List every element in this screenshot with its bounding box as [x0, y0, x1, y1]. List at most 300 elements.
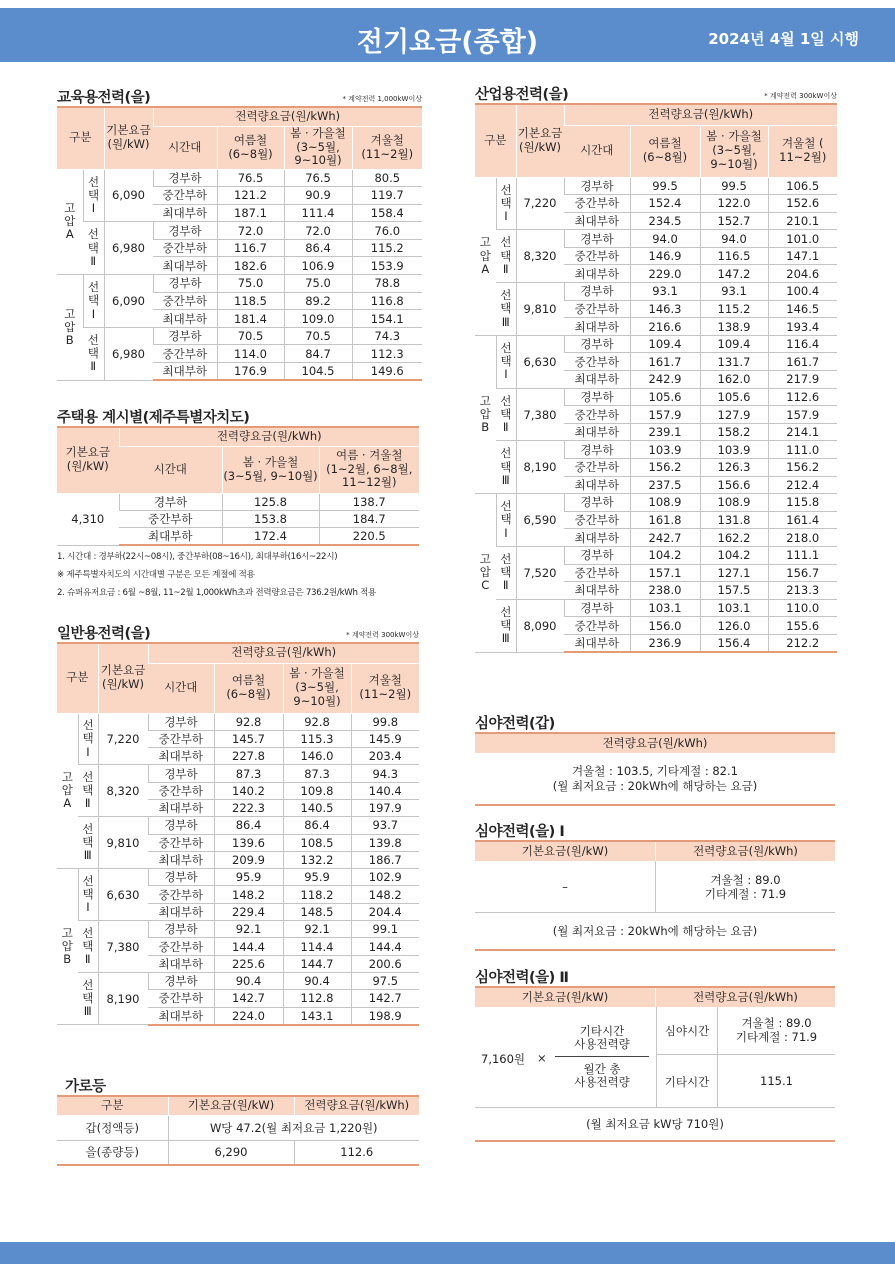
ind-table: [475, 103, 837, 653]
rate-cell: 186.7: [351, 851, 419, 868]
header-bar: [0, 8, 895, 62]
gen-note: * 계약전력 300kW이상: [346, 631, 419, 639]
rate-cell: 94.0: [630, 230, 700, 248]
col-gubun: 구분: [57, 643, 98, 713]
rate-cell: 237.5: [630, 476, 700, 494]
col-base: 기본요금 (원/kW): [57, 427, 119, 493]
rate-row: [57, 327, 422, 345]
rate-cell: 70.5: [284, 327, 352, 345]
jeju-title: 주택용 계시별(제주특별자치도): [57, 410, 250, 426]
edu-note: * 계약전력 1,000kW이상: [342, 95, 422, 103]
rate-cell: 132.2: [283, 851, 351, 868]
rate-row: [57, 169, 422, 187]
night-a-box: [475, 732, 835, 806]
rate-cell: 227.8: [214, 748, 283, 765]
rate-cell: 182.6: [217, 257, 284, 275]
rate-cell: 90.4: [214, 972, 283, 989]
time-slot: 최대부하: [564, 318, 630, 336]
base-rate: 7,380: [516, 388, 564, 441]
rate-cell: 200.6: [351, 955, 419, 972]
col-time: 시간대: [153, 126, 217, 169]
rate-cell: 210.1: [768, 212, 837, 230]
street-section: [57, 1075, 419, 1166]
rate-cell: 99.8: [351, 713, 419, 730]
time-slot: 중간부하: [564, 195, 630, 213]
rate-cell: 152.6: [768, 195, 837, 213]
rate-cell: 115.2: [352, 239, 422, 257]
base-rate: 8,320: [516, 230, 564, 283]
rate-cell: 145.7: [214, 730, 283, 747]
rate-cell: 146.5: [768, 300, 837, 318]
base-rate: 6,090: [104, 169, 153, 222]
rate-cell: 152.4: [630, 195, 700, 213]
time-slot: 중간부하: [148, 886, 214, 903]
rate-cell: 176.9: [217, 363, 284, 381]
rate-cell: 92.1: [283, 921, 351, 938]
night-b2-base: 7,160원: [481, 1052, 526, 1066]
rate-cell: 146.9: [630, 247, 700, 265]
time-slot: 중간부하: [153, 292, 217, 310]
rate-row: [57, 869, 419, 886]
option-label: 선 택 Ⅲ: [496, 283, 516, 336]
rate-row: [57, 817, 419, 834]
base-rate: 9,810: [98, 817, 148, 869]
voltage-group: 고 압 B: [57, 869, 78, 1025]
rate-cell: 131.7: [700, 353, 768, 371]
rate-cell: 147.2: [700, 265, 768, 283]
rate-cell: 216.6: [630, 318, 700, 336]
time-slot: 최대부하: [153, 257, 217, 275]
rate-cell: 108.9: [630, 494, 700, 512]
time-slot: 경부하: [564, 335, 630, 353]
option-label: 선 택 Ⅰ: [496, 335, 516, 388]
time-slot: 경부하: [153, 275, 217, 293]
rate-row: [475, 230, 837, 248]
option-label: 선 택 Ⅲ: [496, 599, 516, 652]
base-rate: 8,320: [98, 765, 148, 817]
time-slot: 최대부하: [564, 265, 630, 283]
rate-cell: 115.2: [700, 300, 768, 318]
rate-cell: 109.4: [700, 335, 768, 353]
time-slot: 경부하: [153, 169, 217, 187]
rate-row: [475, 177, 837, 195]
time-slot: 최대부하: [564, 423, 630, 441]
time-slot: 경부하: [153, 222, 217, 240]
rate-cell: 116.5: [700, 247, 768, 265]
rate-cell: 140.5: [283, 799, 351, 816]
jeju-base: 4,310: [57, 493, 119, 545]
time-slot: 중간부하: [564, 247, 630, 265]
rate-cell: 238.0: [630, 582, 700, 600]
rate-cell: 239.1: [630, 423, 700, 441]
rate-cell: 148.2: [214, 886, 283, 903]
night-b2-title: 심야전력(을) Ⅱ: [475, 970, 569, 986]
rate-cell: 89.2: [284, 292, 352, 310]
fraction-numerator: 기타시간 사용전력량: [574, 1024, 630, 1051]
rate-cell: 86.4: [214, 817, 283, 834]
base-rate: 7,380: [98, 921, 148, 973]
option-label: 선 택 Ⅱ: [83, 222, 104, 275]
fraction-denominator: 월간 총 사용전력량: [574, 1062, 630, 1089]
night-b1-other: 기타계절 : 71.9: [704, 887, 787, 901]
option-label: 선 택 Ⅱ: [78, 765, 98, 817]
base-rate: 6,630: [98, 869, 148, 921]
street-energy: 112.6: [294, 1140, 419, 1165]
col-gubun: 구분: [57, 107, 104, 169]
rate-cell: 104.2: [700, 546, 768, 564]
rate-cell: 116.4: [768, 335, 837, 353]
option-label: 선 택 Ⅰ: [78, 869, 98, 921]
rate-cell: 229.4: [214, 903, 283, 920]
time-slot: 경부하: [564, 494, 630, 512]
rate-cell: 153.8: [222, 510, 319, 527]
jeju-section: [57, 406, 419, 602]
rate-row: [475, 335, 837, 353]
option-label: 선 택 Ⅲ: [78, 972, 98, 1024]
option-label: 선 택 Ⅱ: [83, 327, 104, 380]
rate-row: [57, 222, 422, 240]
rate-cell: 242.7: [630, 529, 700, 547]
col-summer: 여름철 (6~8월): [630, 125, 700, 177]
time-slot: 경부하: [148, 921, 214, 938]
edu-title: 교육용전력(을): [57, 90, 151, 106]
time-slot: 중간부하: [153, 239, 217, 257]
rate-cell: 90.4: [283, 972, 351, 989]
col-time: 시간대: [564, 125, 630, 177]
rate-cell: 187.1: [217, 204, 284, 222]
option-label: 선 택 Ⅰ: [496, 177, 516, 230]
rate-cell: 116.8: [352, 292, 422, 310]
rate-cell: 115.3: [283, 730, 351, 747]
rate-cell: 156.6: [700, 476, 768, 494]
rate-cell: 156.2: [768, 459, 837, 477]
rate-cell: 116.7: [217, 239, 284, 257]
rate-cell: 80.5: [352, 169, 422, 187]
time-slot: 최대부하: [564, 371, 630, 389]
rate-cell: 93.1: [630, 283, 700, 301]
col-base: 기본요금(원/kW): [475, 842, 656, 861]
rate-cell: 104.5: [284, 363, 352, 381]
time-slot: 최대부하: [153, 204, 217, 222]
fraction-bar: [555, 1056, 649, 1057]
rate-cell: 229.0: [630, 265, 700, 283]
rate-cell: 94.0: [700, 230, 768, 248]
rate-row: [57, 921, 419, 938]
rate-row: [57, 765, 419, 782]
col-gubun: 구분: [475, 104, 516, 177]
other-time-value: 115.1: [760, 1074, 793, 1088]
col-base: 기본요금 (원/kW): [98, 643, 148, 713]
rate-cell: 242.9: [630, 371, 700, 389]
night-time-label: 심야시간: [664, 1024, 710, 1038]
rate-row: [475, 599, 837, 617]
rate-cell: 156.7: [768, 564, 837, 582]
col-summer: 여름철 (6~8월): [214, 663, 283, 713]
col-energy: 전력량요금(원/kWh): [153, 107, 422, 126]
rate-cell: 106.5: [768, 177, 837, 195]
rate-cell: 109.0: [284, 310, 352, 328]
rate-cell: 95.9: [283, 869, 351, 886]
rate-cell: 161.4: [768, 511, 837, 529]
option-label: 선 택 Ⅱ: [78, 921, 98, 973]
col-energy: 전력량요금(원/kWh): [564, 104, 837, 125]
rate-cell: 92.1: [214, 921, 283, 938]
base-rate: 6,980: [104, 222, 153, 275]
rate-cell: 149.6: [352, 363, 422, 381]
rate-cell: 172.4: [222, 528, 319, 546]
rate-row: [475, 283, 837, 301]
rate-cell: 144.4: [351, 938, 419, 955]
rate-cell: 158.2: [700, 423, 768, 441]
base-rate: 9,810: [516, 283, 564, 336]
rate-cell: 212.4: [768, 476, 837, 494]
time-slot: 최대부하: [148, 851, 214, 868]
base-rate: 8,090: [516, 599, 564, 652]
col-spring: 봄 · 가을철 (3~5월, 9~10월): [283, 663, 351, 713]
rate-cell: 161.8: [630, 511, 700, 529]
rate-row: [475, 441, 837, 459]
option-label: 선 택 Ⅰ: [83, 169, 104, 222]
time-slot: 최대부하: [564, 476, 630, 494]
rate-cell: 204.6: [768, 265, 837, 283]
street-row-name: 갑(정액등): [57, 1115, 168, 1140]
col-base: 기본요금 (원/kW): [516, 104, 564, 177]
time-slot: 중간부하: [564, 406, 630, 424]
rate-cell: 99.5: [630, 177, 700, 195]
rate-cell: 103.9: [700, 441, 768, 459]
rate-cell: 220.5: [319, 528, 419, 546]
edu-table: [57, 106, 422, 381]
rate-cell: 110.0: [768, 599, 837, 617]
rate-cell: 111.4: [284, 204, 352, 222]
rate-cell: 87.3: [283, 765, 351, 782]
option-label: 선 택 Ⅰ: [78, 713, 98, 765]
rate-cell: 140.4: [351, 782, 419, 799]
rate-cell: 114.4: [283, 938, 351, 955]
rate-cell: 209.9: [214, 851, 283, 868]
base-rate: 8,190: [516, 441, 564, 494]
rate-cell: 122.0: [700, 195, 768, 213]
time-slot: 중간부하: [153, 345, 217, 363]
rate-cell: 97.5: [351, 972, 419, 989]
rate-cell: 78.8: [352, 275, 422, 293]
time-slot: 중간부하: [564, 300, 630, 318]
rate-cell: 90.9: [284, 187, 352, 205]
col-spring: 봄 · 가을철 (3~5월, 9~10월): [222, 446, 319, 493]
time-slot: 중간부하: [564, 459, 630, 477]
time-slot: 최대부하: [564, 582, 630, 600]
rate-cell: 101.0: [768, 230, 837, 248]
rate-cell: 197.9: [351, 799, 419, 816]
col-energy: 전력량요금(원/kWh): [656, 842, 835, 861]
rate-cell: 125.8: [222, 493, 319, 510]
jeju-table: [57, 426, 419, 546]
col-spring: 봄 · 가을철 (3~5월, 9~10월): [284, 126, 352, 169]
time-slot: 최대부하: [564, 634, 630, 652]
time-slot: 중간부하: [153, 187, 217, 205]
base-rate: 6,630: [516, 335, 564, 388]
gen-section: [57, 622, 419, 1026]
col-base: 기본요금 (원/kW): [104, 107, 153, 169]
rate-cell: 92.8: [214, 713, 283, 730]
rate-cell: 75.0: [284, 275, 352, 293]
col-spring: 봄 · 가을철 (3~5월, 9~10월): [700, 125, 768, 177]
rate-row: [475, 494, 837, 512]
rate-cell: 87.3: [214, 765, 283, 782]
rate-cell: 203.4: [351, 748, 419, 765]
time-slot: 최대부하: [153, 363, 217, 381]
option-label: 선 택 Ⅱ: [496, 546, 516, 599]
time-slot: 최대부하: [148, 955, 214, 972]
rate-cell: 84.7: [284, 345, 352, 363]
rate-cell: 193.4: [768, 318, 837, 336]
rate-cell: 142.7: [351, 990, 419, 1007]
rate-cell: 92.8: [283, 713, 351, 730]
night-b1-footer: (월 최저요금 : 20kWh에 해당하는 요금): [552, 924, 758, 938]
rate-cell: 143.1: [283, 1007, 351, 1025]
rate-cell: 148.2: [351, 886, 419, 903]
voltage-group: 고 압 A: [57, 713, 78, 869]
rate-cell: 144.4: [214, 938, 283, 955]
time-slot: 경부하: [119, 493, 222, 510]
night-a-head: 전력량요금(원/kWh): [475, 734, 835, 753]
time-slot: 경부하: [148, 817, 214, 834]
rate-cell: 156.2: [630, 459, 700, 477]
street-merged-value: W당 47.2(월 최저요금 1,220원): [168, 1115, 419, 1140]
rate-row: [57, 713, 419, 730]
effective-date: 2024년 4월 1일 시행: [708, 30, 859, 48]
option-label: 선 택 Ⅲ: [78, 817, 98, 869]
rate-cell: 157.9: [768, 406, 837, 424]
rate-cell: 112.3: [352, 345, 422, 363]
voltage-group: 고 압 A: [57, 169, 83, 275]
rate-cell: 157.9: [630, 406, 700, 424]
col-energy: 전력량요금(원/kWh): [119, 427, 419, 446]
rate-cell: 126.0: [700, 617, 768, 635]
rate-cell: 126.3: [700, 459, 768, 477]
time-slot: 경부하: [564, 388, 630, 406]
note-line: ※ 제주특별자치도의 시간대별 구분은 모든 계절에 적용: [57, 570, 255, 581]
rate-cell: 121.2: [217, 187, 284, 205]
time-slot: 최대부하: [153, 310, 217, 328]
rate-cell: 157.5: [700, 582, 768, 600]
col-winter: 겨울철 (11~2월): [352, 126, 422, 169]
rate-cell: 118.5: [217, 292, 284, 310]
rate-cell: 146.3: [630, 300, 700, 318]
footer-bar: [0, 1242, 895, 1264]
time-slot: 경부하: [564, 230, 630, 248]
rate-cell: 131.8: [700, 511, 768, 529]
time-slot: 최대부하: [148, 799, 214, 816]
col-time: 시간대: [148, 663, 214, 713]
rate-cell: 162.0: [700, 371, 768, 389]
time-slot: 최대부하: [564, 212, 630, 230]
jeju-notes: [57, 548, 419, 602]
rate-cell: 157.1: [630, 564, 700, 582]
rate-cell: 70.5: [217, 327, 284, 345]
rate-cell: 161.7: [768, 353, 837, 371]
rate-cell: 103.1: [700, 599, 768, 617]
rate-cell: 127.1: [700, 564, 768, 582]
rate-cell: 76.5: [217, 169, 284, 187]
col-energy: 전력량요금(원/kWh): [294, 1096, 419, 1115]
rate-cell: 111.0: [768, 441, 837, 459]
base-rate: 8,190: [98, 972, 148, 1024]
option-label: 선 택 Ⅰ: [496, 494, 516, 547]
rate-cell: 86.4: [284, 239, 352, 257]
rate-cell: 86.4: [283, 817, 351, 834]
rate-cell: 142.7: [214, 990, 283, 1007]
time-slot: 최대부하: [148, 748, 214, 765]
rate-cell: 72.0: [284, 222, 352, 240]
street-table: [57, 1095, 419, 1166]
rate-cell: 148.5: [283, 903, 351, 920]
time-slot: 중간부하: [148, 834, 214, 851]
night-b2-box: [475, 986, 835, 1142]
rate-cell: 100.4: [768, 283, 837, 301]
rate-cell: 218.0: [768, 529, 837, 547]
time-slot: 최대부하: [564, 529, 630, 547]
rate-row: [475, 388, 837, 406]
rate-cell: 152.7: [700, 212, 768, 230]
ind-title: 산업용전력(을): [475, 87, 569, 103]
rate-cell: 162.2: [700, 529, 768, 547]
base-rate: 7,220: [516, 177, 564, 230]
voltage-group: 고 압 B: [475, 335, 496, 493]
rate-row: [475, 546, 837, 564]
time-slot: 중간부하: [148, 782, 214, 799]
rate-cell: 109.4: [630, 335, 700, 353]
rate-cell: 198.9: [351, 1007, 419, 1025]
night-a-line1: 겨울철 : 103.5, 기타계절 : 82.1: [572, 764, 738, 778]
rate-cell: 112.8: [283, 990, 351, 1007]
rate-cell: 76.5: [284, 169, 352, 187]
rate-cell: 156.4: [700, 634, 768, 652]
night-b1-section: [475, 820, 835, 951]
time-slot: 경부하: [564, 177, 630, 195]
rate-cell: 105.6: [630, 388, 700, 406]
rate-cell: 145.9: [351, 730, 419, 747]
rate-cell: 74.3: [352, 327, 422, 345]
night-b2-other: 기타계절 : 71.9: [735, 1030, 818, 1044]
rate-row: [57, 972, 419, 989]
time-slot: 최대부하: [119, 528, 222, 546]
rate-cell: 222.3: [214, 799, 283, 816]
rate-cell: 153.9: [352, 257, 422, 275]
option-label: 선 택 Ⅲ: [496, 441, 516, 494]
time-slot: 경부하: [153, 327, 217, 345]
gen-title: 일반용전력(을): [57, 626, 151, 642]
rate-cell: 111.1: [768, 546, 837, 564]
rate-cell: 146.0: [283, 748, 351, 765]
rate-cell: 213.3: [768, 582, 837, 600]
edu-section: [57, 86, 422, 381]
time-slot: 경부하: [564, 441, 630, 459]
base-rate: 7,520: [516, 546, 564, 599]
night-a-line2: (월 최저요금 : 20kWh에 해당하는 요금): [552, 779, 758, 793]
rate-cell: 147.1: [768, 247, 837, 265]
rate-cell: 234.5: [630, 212, 700, 230]
rate-cell: 115.8: [768, 494, 837, 512]
street-title: 가로등: [65, 1079, 106, 1095]
col-winter: 겨울철 (11~2월): [351, 663, 419, 713]
rate-cell: 224.0: [214, 1007, 283, 1025]
night-b1-winter: 겨울철 : 89.0: [710, 873, 781, 887]
page-title: 전기요금(종합): [356, 27, 539, 58]
rate-cell: 99.1: [351, 921, 419, 938]
night-b2-section: [475, 966, 835, 1142]
rate-cell: 114.0: [217, 345, 284, 363]
